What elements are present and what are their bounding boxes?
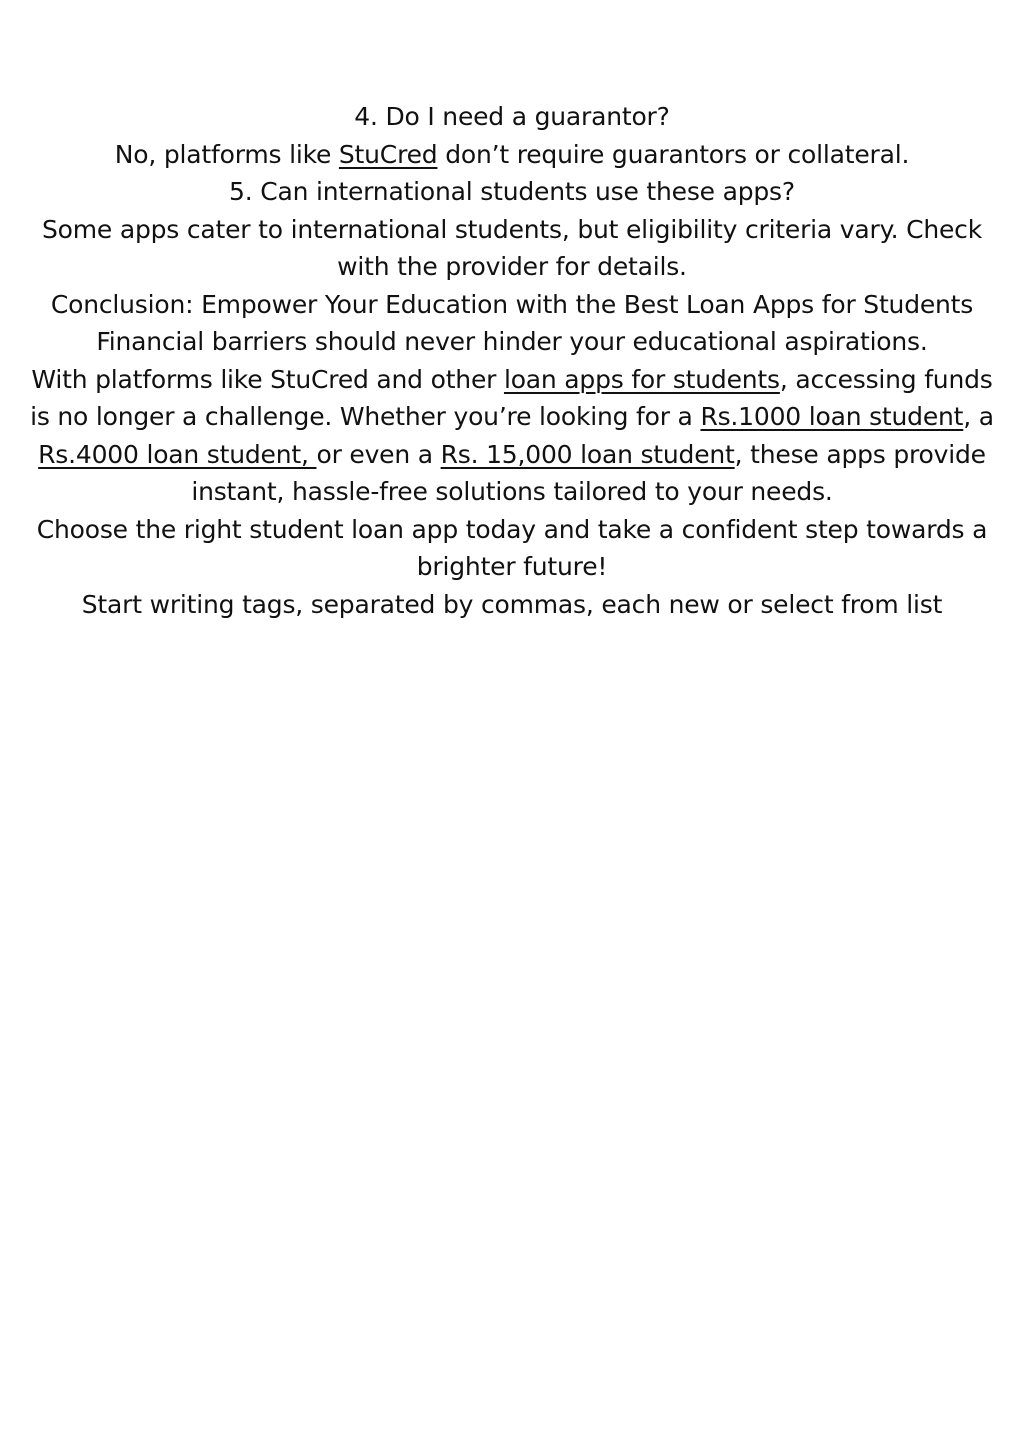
paragraph-text: , accessing funds is no longer a challenge. Whether you’re looking for a — [30, 364, 993, 431]
conclusion-paragraph-3: Choose the right student loan app today and take a confident step towards a brighter future! — [36, 514, 988, 581]
loan-apps-for-students-link[interactable]: loan apps for students — [503, 364, 780, 394]
paragraph-text: , these apps provide instant, hassle-free solutions tailored to your needs. — [191, 439, 986, 506]
rs-4000-loan-student-link[interactable]: Rs.4000 loan student, — [38, 439, 317, 469]
rs-1000-loan-student-link[interactable]: Rs.1000 loan student — [700, 402, 964, 431]
document-body — [26, 98, 998, 623]
faq-answer-4-text-start: No, platforms like — [114, 139, 339, 169]
faq-question-5: 5. Can international students use these apps? — [229, 177, 795, 206]
tags-instruction: Start writing tags, separated by commas, each new or select from list — [81, 589, 943, 619]
paragraph-text: With platforms like StuCred and other — [31, 364, 504, 394]
stucred-link[interactable]: StuCred — [338, 139, 438, 169]
conclusion-paragraph-2 — [26, 361, 998, 511]
rs-15000-loan-student-link[interactable]: Rs. 15,000 loan student — [440, 439, 735, 469]
faq-answer-5: Some apps cater to international students, but eligibility criteria vary. Check with the provider for details. — [41, 214, 983, 281]
conclusion-heading: Conclusion: Empower Your Education with the Best Loan Apps for Students — [50, 289, 974, 319]
paragraph-text: or even a — [316, 439, 441, 469]
faq-answer-4 — [26, 136, 998, 174]
paragraph-text: , a — [963, 402, 994, 431]
faq-answer-4-text-end: don’t require guarantors or collateral. — [437, 139, 910, 169]
faq-question-4: 4. Do I need a guarantor? — [354, 102, 670, 131]
conclusion-paragraph-1: Financial barriers should never hinder your educational aspirations. — [96, 327, 928, 356]
